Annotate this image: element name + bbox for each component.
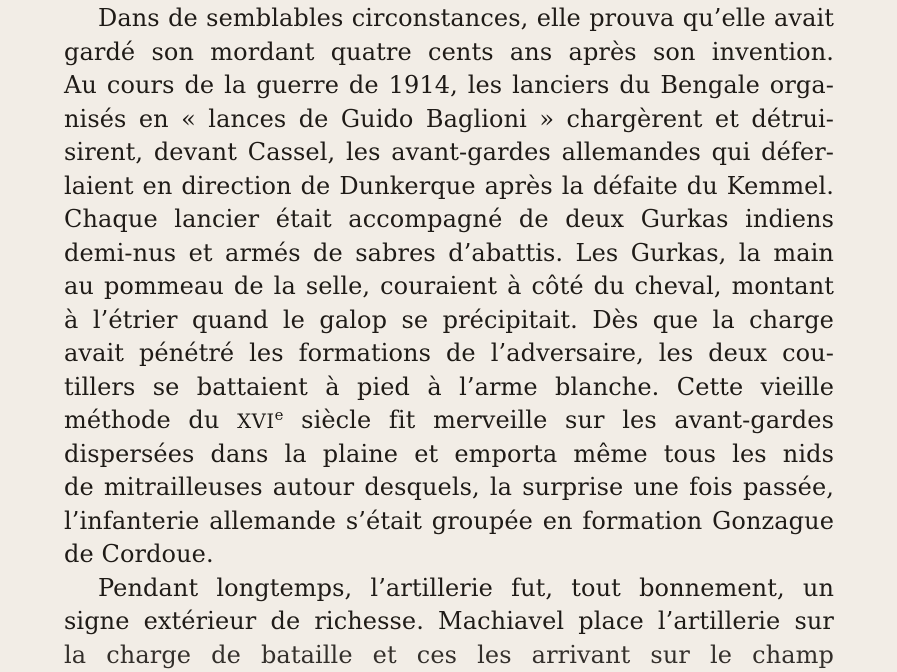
text-line: Pendant longtemps, l’artillerie fut, tout bonnement, un <box>64 572 834 606</box>
body-text <box>64 2 834 672</box>
text-line: dispersées dans la plaine et emporta même tous les nids <box>64 438 834 472</box>
text-line: nisés en « lances de Guido Baglioni » chargèrent et détrui- <box>64 103 834 137</box>
superscript: e <box>275 406 284 424</box>
text-line: Dans de semblables circonstances, elle prouva qu’elle avait <box>64 2 834 36</box>
text-fragment: siècle fit merveille sur les avant-gardes <box>284 406 835 434</box>
text-line: sirent, devant Cassel, les avant-gardes allemandes qui défer- <box>64 136 834 170</box>
text-line: tillers se battaient à pied à l’arme blanche. Cette vieille <box>64 371 834 405</box>
text-line: laient en direction de Dunkerque après la défaite du Kemmel. <box>64 170 834 204</box>
text-line: signe extérieur de richesse. Machiavel place l’artillerie sur <box>64 605 834 639</box>
text-line: de mitrailleuses autour desquels, la surprise une fois passée, <box>64 471 834 505</box>
text-fragment: méthode du <box>64 406 237 434</box>
text-line: de Cordoue. <box>64 538 834 572</box>
text-line: gardé son mordant quatre cents ans après son invention. <box>64 36 834 70</box>
text-line-cut: la charge de bataille et ces les arrivant sur le champ <box>64 639 834 672</box>
text-line: au pommeau de la selle, couraient à côté du cheval, montant <box>64 270 834 304</box>
text-line: Au cours de la guerre de 1914, les lanciers du Bengale orga- <box>64 69 834 103</box>
text-line-century <box>64 404 834 438</box>
text-line: demi-nus et armés de sabres d’abattis. Les Gurkas, la main <box>64 237 834 271</box>
text-line: l’infanterie allemande s’était groupée en formation Gonzague <box>64 505 834 539</box>
text-line: avait pénétré les formations de l’adversaire, les deux cou- <box>64 337 834 371</box>
text-line: à l’étrier quand le galop se précipitait. Dès que la charge <box>64 304 834 338</box>
text-line: Chaque lancier était accompagné de deux Gurkas indiens <box>64 203 834 237</box>
roman-numeral: XVI <box>237 410 274 433</box>
